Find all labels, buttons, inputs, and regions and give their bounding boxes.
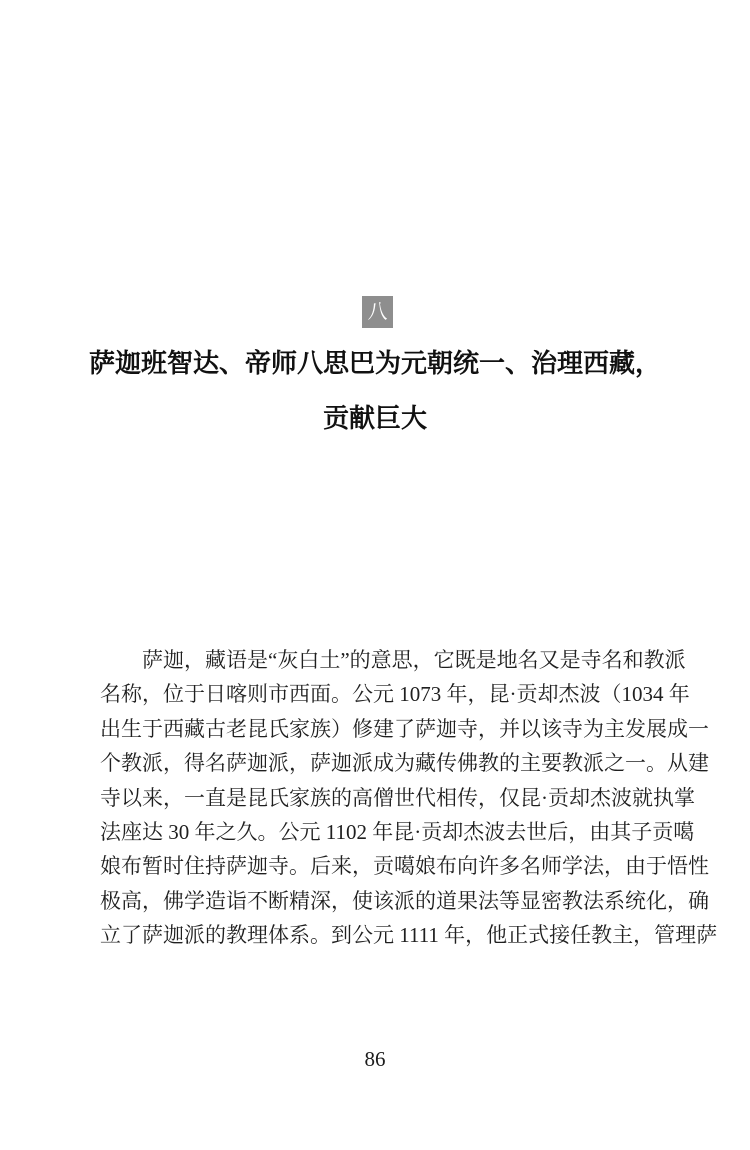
- paragraph-line: 寺以来，一直是昆氏家族的高僧世代相传，仅昆·贡却杰波就执掌: [100, 785, 695, 810]
- paragraph-line: 立了萨迦派的教理体系。到公元 1111 年，他正式接任教主，管理萨: [100, 923, 718, 948]
- chapter-title-line: 贡献巨大: [322, 404, 427, 433]
- chapter-title-line: 萨迦班智达、帝师八思巴为元朝统一、治理西藏，: [88, 349, 661, 378]
- paragraph-line: 出生于西藏古老昆氏家族）修建了萨迦寺，并以该寺为主发展成一: [100, 716, 709, 741]
- paragraph-line: 名称，位于日喀则市西面。公元 1073 年，昆·贡却杰波（1034 年: [100, 682, 690, 707]
- paragraph-line: 个教派，得名萨迦派，萨迦派成为藏传佛教的主要教派之一。从建: [100, 751, 709, 776]
- paragraph-line: 法座达 30 年之久。公元 1102 年昆·贡却杰波去世后，由其子贡噶: [100, 819, 695, 844]
- chapter-number-badge: 八: [362, 296, 393, 328]
- body-paragraph: [100, 643, 718, 953]
- paragraph-line: 娘布暂时住持萨迦寺。后来，贡噶娘布向许多名师学法，由于悟性: [100, 854, 709, 879]
- paragraph-line: 萨迦，藏语是“灰白土”的意思，它既是地名又是寺名和教派: [142, 648, 686, 672]
- paragraph-line: 极高，佛学造诣不断精深，使该派的道果法等显密教法系统化，确: [100, 888, 709, 913]
- chapter-title: [70, 336, 680, 446]
- page-number: 86: [364, 1047, 386, 1071]
